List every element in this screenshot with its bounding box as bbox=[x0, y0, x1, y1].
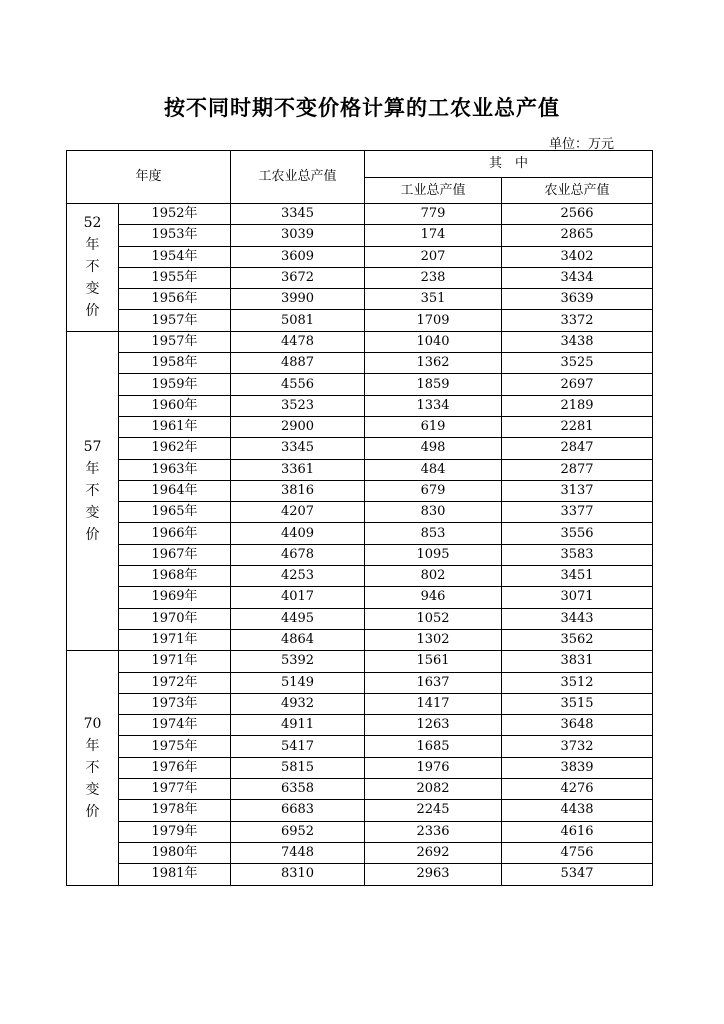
table-row bbox=[67, 246, 653, 267]
header-agriculture: 农业总产值 bbox=[502, 178, 653, 204]
agriculture-cell: 4756 bbox=[502, 842, 653, 863]
table-row bbox=[67, 693, 653, 714]
table-row bbox=[67, 587, 653, 608]
table-body bbox=[67, 204, 653, 886]
year-cell: 1980年 bbox=[119, 842, 231, 863]
year-cell: 1977年 bbox=[119, 779, 231, 800]
price-basis-char: 变 bbox=[85, 781, 100, 798]
table-row bbox=[67, 416, 653, 437]
industry-cell: 2082 bbox=[365, 779, 502, 800]
agriculture-cell: 3648 bbox=[502, 715, 653, 736]
agriculture-cell: 3839 bbox=[502, 757, 653, 778]
table-row bbox=[67, 438, 653, 459]
agriculture-cell: 3451 bbox=[502, 566, 653, 587]
total-cell: 5081 bbox=[231, 310, 365, 331]
total-cell: 5815 bbox=[231, 757, 365, 778]
table-row bbox=[67, 544, 653, 565]
price-basis-char: 70 bbox=[83, 715, 102, 732]
year-cell: 1954年 bbox=[119, 246, 231, 267]
total-cell: 6952 bbox=[231, 821, 365, 842]
table-row bbox=[67, 779, 653, 800]
year-cell: 1978年 bbox=[119, 800, 231, 821]
table-row bbox=[67, 757, 653, 778]
industry-cell: 2963 bbox=[365, 864, 502, 885]
total-cell: 4409 bbox=[231, 523, 365, 544]
price-basis-char: 不 bbox=[85, 759, 100, 776]
header-of-which: 其 中 bbox=[365, 151, 653, 178]
agriculture-cell: 2865 bbox=[502, 225, 653, 246]
agriculture-cell: 3732 bbox=[502, 736, 653, 757]
industry-cell: 853 bbox=[365, 523, 502, 544]
total-cell: 5149 bbox=[231, 672, 365, 693]
total-cell: 3523 bbox=[231, 395, 365, 416]
year-cell: 1959年 bbox=[119, 374, 231, 395]
agriculture-cell: 3556 bbox=[502, 523, 653, 544]
year-cell: 1970年 bbox=[119, 608, 231, 629]
total-cell: 7448 bbox=[231, 842, 365, 863]
industry-cell: 779 bbox=[365, 204, 502, 225]
total-cell: 3816 bbox=[231, 480, 365, 501]
year-cell: 1972年 bbox=[119, 672, 231, 693]
agriculture-cell: 3583 bbox=[502, 544, 653, 565]
year-cell: 1979年 bbox=[119, 821, 231, 842]
price-basis-char: 年 bbox=[85, 237, 100, 254]
table-row bbox=[67, 566, 653, 587]
total-cell: 3039 bbox=[231, 225, 365, 246]
agriculture-cell: 2566 bbox=[502, 204, 653, 225]
industry-cell: 1302 bbox=[365, 629, 502, 650]
year-cell: 1962年 bbox=[119, 438, 231, 459]
industry-cell: 1859 bbox=[365, 374, 502, 395]
output-value-table bbox=[66, 150, 653, 886]
total-cell: 3990 bbox=[231, 289, 365, 310]
total-cell: 4207 bbox=[231, 502, 365, 523]
industry-cell: 1709 bbox=[365, 310, 502, 331]
agriculture-cell: 5347 bbox=[502, 864, 653, 885]
industry-cell: 174 bbox=[365, 225, 502, 246]
table-row bbox=[67, 480, 653, 501]
total-cell: 3361 bbox=[231, 459, 365, 480]
industry-cell: 1976 bbox=[365, 757, 502, 778]
price-basis-char: 57 bbox=[83, 439, 102, 455]
year-cell: 1968年 bbox=[119, 566, 231, 587]
total-cell: 4911 bbox=[231, 715, 365, 736]
year-cell: 1969年 bbox=[119, 587, 231, 608]
year-cell: 1964年 bbox=[119, 480, 231, 501]
agriculture-cell: 2281 bbox=[502, 416, 653, 437]
year-cell: 1961年 bbox=[119, 416, 231, 437]
industry-cell: 1263 bbox=[365, 715, 502, 736]
agriculture-cell: 2697 bbox=[502, 374, 653, 395]
industry-cell: 1052 bbox=[365, 608, 502, 629]
table-row bbox=[67, 267, 653, 288]
page-title: 按不同时期不变价格计算的工农业总产值 bbox=[164, 96, 560, 120]
price-basis-char: 变 bbox=[85, 281, 100, 298]
price-basis-char: 年 bbox=[85, 737, 100, 754]
industry-cell: 2336 bbox=[365, 821, 502, 842]
price-basis-char: 不 bbox=[85, 483, 100, 499]
header-total: 工农业总产值 bbox=[231, 151, 365, 204]
agriculture-cell: 3434 bbox=[502, 267, 653, 288]
table-row bbox=[67, 331, 653, 352]
table-row bbox=[67, 864, 653, 885]
table-row bbox=[67, 800, 653, 821]
table-row bbox=[67, 608, 653, 629]
agriculture-cell: 3438 bbox=[502, 331, 653, 352]
industry-cell: 207 bbox=[365, 246, 502, 267]
unit-label: 单位：万元 bbox=[548, 137, 614, 152]
table-row bbox=[67, 204, 653, 225]
total-cell: 5417 bbox=[231, 736, 365, 757]
industry-cell: 498 bbox=[365, 438, 502, 459]
agriculture-cell: 3639 bbox=[502, 289, 653, 310]
year-cell: 1957年 bbox=[119, 310, 231, 331]
year-cell: 1965年 bbox=[119, 502, 231, 523]
agriculture-cell: 3402 bbox=[502, 246, 653, 267]
price-basis-label bbox=[67, 331, 119, 650]
industry-cell: 238 bbox=[365, 267, 502, 288]
year-cell: 1973年 bbox=[119, 693, 231, 714]
industry-cell: 1685 bbox=[365, 736, 502, 757]
industry-cell: 2692 bbox=[365, 842, 502, 863]
year-cell: 1971年 bbox=[119, 651, 231, 672]
table-row bbox=[67, 310, 653, 331]
table-row bbox=[67, 502, 653, 523]
industry-cell: 1095 bbox=[365, 544, 502, 565]
price-basis-char: 价 bbox=[85, 803, 100, 820]
industry-cell: 1417 bbox=[365, 693, 502, 714]
industry-cell: 1334 bbox=[365, 395, 502, 416]
table-row bbox=[67, 715, 653, 736]
industry-cell: 1561 bbox=[365, 651, 502, 672]
price-basis-char: 变 bbox=[85, 505, 100, 521]
table-row bbox=[67, 736, 653, 757]
price-basis-char: 价 bbox=[85, 303, 100, 320]
agriculture-cell: 3071 bbox=[502, 587, 653, 608]
price-basis-char: 不 bbox=[85, 259, 100, 276]
year-cell: 1971年 bbox=[119, 629, 231, 650]
total-cell: 6358 bbox=[231, 779, 365, 800]
total-cell: 5392 bbox=[231, 651, 365, 672]
price-basis-label bbox=[67, 204, 119, 332]
industry-cell: 2245 bbox=[365, 800, 502, 821]
table-row bbox=[67, 395, 653, 416]
year-cell: 1958年 bbox=[119, 353, 231, 374]
agriculture-cell: 2847 bbox=[502, 438, 653, 459]
total-cell: 4478 bbox=[231, 331, 365, 352]
year-cell: 1957年 bbox=[119, 331, 231, 352]
agriculture-cell: 4276 bbox=[502, 779, 653, 800]
table-row bbox=[67, 629, 653, 650]
total-cell: 4864 bbox=[231, 629, 365, 650]
table-row bbox=[67, 523, 653, 544]
agriculture-cell: 3831 bbox=[502, 651, 653, 672]
total-cell: 4495 bbox=[231, 608, 365, 629]
year-cell: 1981年 bbox=[119, 864, 231, 885]
year-cell: 1963年 bbox=[119, 459, 231, 480]
industry-cell: 1637 bbox=[365, 672, 502, 693]
year-cell: 1976年 bbox=[119, 757, 231, 778]
agriculture-cell: 3512 bbox=[502, 672, 653, 693]
agriculture-cell: 4616 bbox=[502, 821, 653, 842]
table-row bbox=[67, 672, 653, 693]
year-cell: 1960年 bbox=[119, 395, 231, 416]
total-cell: 2900 bbox=[231, 416, 365, 437]
price-basis-char: 52 bbox=[83, 215, 102, 232]
table-row bbox=[67, 651, 653, 672]
table-row bbox=[67, 821, 653, 842]
industry-cell: 830 bbox=[365, 502, 502, 523]
agriculture-cell: 3515 bbox=[502, 693, 653, 714]
industry-cell: 1040 bbox=[365, 331, 502, 352]
industry-cell: 1362 bbox=[365, 353, 502, 374]
agriculture-cell: 2877 bbox=[502, 459, 653, 480]
industry-cell: 946 bbox=[365, 587, 502, 608]
total-cell: 4017 bbox=[231, 587, 365, 608]
total-cell: 3672 bbox=[231, 267, 365, 288]
price-basis-char: 价 bbox=[85, 527, 100, 543]
agriculture-cell: 3525 bbox=[502, 353, 653, 374]
industry-cell: 679 bbox=[365, 480, 502, 501]
header-industry: 工业总产值 bbox=[365, 178, 502, 204]
total-cell: 3345 bbox=[231, 204, 365, 225]
total-cell: 3345 bbox=[231, 438, 365, 459]
total-cell: 3609 bbox=[231, 246, 365, 267]
industry-cell: 351 bbox=[365, 289, 502, 310]
year-cell: 1956年 bbox=[119, 289, 231, 310]
table-row bbox=[67, 459, 653, 480]
header-year: 年度 bbox=[67, 151, 231, 204]
agriculture-cell: 3562 bbox=[502, 629, 653, 650]
year-cell: 1966年 bbox=[119, 523, 231, 544]
agriculture-cell: 3377 bbox=[502, 502, 653, 523]
agriculture-cell: 2189 bbox=[502, 395, 653, 416]
year-cell: 1952年 bbox=[119, 204, 231, 225]
industry-cell: 484 bbox=[365, 459, 502, 480]
agriculture-cell: 3137 bbox=[502, 480, 653, 501]
agriculture-cell: 4438 bbox=[502, 800, 653, 821]
total-cell: 4932 bbox=[231, 693, 365, 714]
year-cell: 1974年 bbox=[119, 715, 231, 736]
industry-cell: 802 bbox=[365, 566, 502, 587]
agriculture-cell: 3443 bbox=[502, 608, 653, 629]
table-row bbox=[67, 289, 653, 310]
table-row bbox=[67, 225, 653, 246]
price-basis-label bbox=[67, 651, 119, 885]
industry-cell: 619 bbox=[365, 416, 502, 437]
agriculture-cell: 3372 bbox=[502, 310, 653, 331]
total-cell: 4887 bbox=[231, 353, 365, 374]
year-cell: 1967年 bbox=[119, 544, 231, 565]
total-cell: 8310 bbox=[231, 864, 365, 885]
year-cell: 1975年 bbox=[119, 736, 231, 757]
total-cell: 4253 bbox=[231, 566, 365, 587]
year-cell: 1953年 bbox=[119, 225, 231, 246]
total-cell: 4556 bbox=[231, 374, 365, 395]
total-cell: 6683 bbox=[231, 800, 365, 821]
table-row bbox=[67, 353, 653, 374]
price-basis-char: 年 bbox=[85, 461, 100, 477]
year-cell: 1955年 bbox=[119, 267, 231, 288]
table-row bbox=[67, 374, 653, 395]
total-cell: 4678 bbox=[231, 544, 365, 565]
table-row bbox=[67, 842, 653, 863]
